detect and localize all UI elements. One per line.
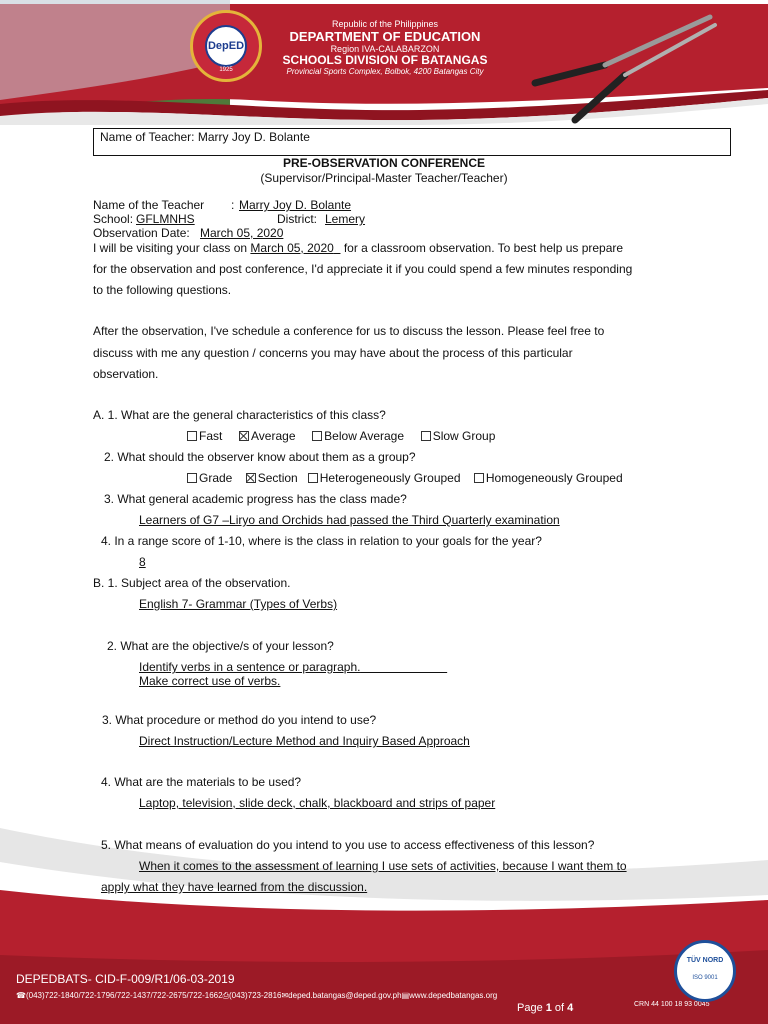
- option-slow-group: Slow Group: [432, 429, 496, 443]
- footer-email: deped.batangas@deped.gov.ph: [288, 991, 402, 1000]
- page-number: 1: [545, 1002, 552, 1014]
- crossed-swords-icon: [525, 5, 725, 125]
- page-indicator: [517, 1002, 573, 1014]
- district-value: Lemery: [325, 212, 366, 226]
- intro-line-1: [93, 241, 623, 256]
- page-total: 4: [567, 1002, 574, 1014]
- page-of: of: [551, 1002, 568, 1014]
- header-republic: Republic of the Philippines: [331, 19, 439, 29]
- answer-b2-line-1: Identify verbs in a sentence or paragraph.: [139, 660, 361, 674]
- intro-line-1-a: I will be visiting your class on: [93, 241, 251, 255]
- a1-options: [187, 429, 495, 444]
- answer-b5-line-1: When it comes to the assessment of learning I use sets of activities, because I want them to: [139, 859, 627, 873]
- question-b4: 4. What are the materials to be used?: [101, 775, 302, 789]
- district-label: District:: [277, 212, 317, 226]
- intro-line-3: to the following questions.: [93, 283, 232, 297]
- checkbox-heterogeneously-grouped[interactable]: [308, 473, 318, 483]
- option-homogeneously-grouped: Homogeneously Grouped: [485, 471, 623, 485]
- question-a1: A. 1. What are the general characteristics of this class?: [93, 408, 386, 422]
- option-fast: Fast: [199, 429, 223, 443]
- teacher-name-box-text: Name of Teacher: Marry Joy D. Bolante: [100, 130, 310, 144]
- checkbox-grade[interactable]: [187, 473, 197, 483]
- iso-certification-logo: [674, 940, 736, 1002]
- question-b1: B. 1. Subject area of the observation.: [93, 576, 291, 590]
- question-b2: 2. What are the objective/s of your lesson?: [107, 639, 334, 653]
- after-line-1: After the observation, I've schedule a conference for us to discuss the lesson. Please feel free to: [93, 324, 605, 338]
- answer-b2-line-2: Make correct use of verbs.: [139, 674, 281, 688]
- iso-top-text: TÜV NORD: [686, 957, 724, 964]
- header-department: DEPARTMENT OF EDUCATION: [289, 29, 481, 44]
- teacher-label: Name of the Teacher: [93, 198, 205, 212]
- answer-b5-line-2: apply what they have learned from the discussion.: [101, 880, 368, 894]
- after-line-2: discuss with me any question / concerns you may have about the process of this particular: [93, 346, 573, 360]
- option-below-average: Below Average: [324, 429, 405, 443]
- answer-a4: 8: [139, 555, 146, 569]
- form-title: PRE-OBSERVATION CONFERENCE: [282, 156, 486, 170]
- option-heterogeneously-grouped: Heterogeneously Grouped: [319, 471, 461, 485]
- fax-icon: ⎙: [222, 991, 229, 1000]
- checkbox-below-average[interactable]: [312, 431, 322, 441]
- page-prefix: Page: [517, 1002, 546, 1014]
- letterhead: [0, 0, 768, 125]
- question-a2: 2. What should the observer know about them as a group?: [104, 450, 416, 464]
- a2-options: [187, 471, 623, 486]
- after-line-3: observation.: [93, 367, 159, 381]
- answer-b2-line-1-wrap: [139, 660, 447, 675]
- footer-web: www.depedbatangas.org: [409, 991, 498, 1000]
- seal-year: 1925: [219, 67, 233, 73]
- date-value: March 05, 2020: [200, 226, 284, 240]
- school-value: GFLMNHS: [136, 212, 195, 226]
- answer-b3: Direct Instruction/Lecture Method and Inquiry Based Approach: [139, 734, 470, 748]
- option-average: Average: [251, 429, 296, 443]
- school-label: School:: [93, 212, 134, 226]
- checkbox-average[interactable]: [239, 431, 249, 441]
- footer-contact-line: [16, 991, 497, 1001]
- intro-date: March 05, 2020: [250, 241, 334, 255]
- web-icon: ▤: [401, 991, 410, 1000]
- seal-text: DepED: [205, 25, 247, 67]
- iso-bottom-text: ISO 9001: [692, 975, 718, 981]
- option-section: Section: [257, 471, 298, 485]
- footer-phones: ☎(043)722-1840/722-1796/722-1437/722-2675/722-1662: [16, 991, 223, 1000]
- header-division: SCHOOLS DIVISION OF BATANGAS: [282, 53, 488, 67]
- checkbox-homogeneously-grouped[interactable]: [474, 473, 484, 483]
- teacher-name-box: [93, 128, 731, 156]
- intro-line-1-b: for a classroom observation. To best help us prepare: [343, 241, 624, 255]
- teacher-value: Marry Joy D. Bolante: [239, 198, 352, 212]
- checkbox-fast[interactable]: [187, 431, 197, 441]
- option-grade: Grade: [199, 471, 233, 485]
- teacher-colon: :: [231, 198, 235, 212]
- checkbox-section[interactable]: [246, 473, 256, 483]
- answer-b4: Laptop, television, slide deck, chalk, blackboard and strips of paper: [139, 796, 496, 810]
- form-subtitle: (Supervisor/Principal-Master Teacher/Teacher): [260, 171, 508, 185]
- question-a3: 3. What general academic progress has the class made?: [104, 492, 407, 506]
- intro-line-2: for the observation and post conference, I'd appreciate it if you could spend a few minutes responding: [93, 262, 633, 276]
- answer-b1: English 7- Grammar (Types of Verbs): [139, 597, 338, 611]
- answer-a3: Learners of G7 –Liryo and Orchids had passed the Third Quarterly examination: [139, 513, 560, 527]
- mail-icon: ✉: [281, 991, 289, 1000]
- date-label: Observation Date:: [93, 226, 190, 240]
- question-a4: 4. In a range score of 1-10, where is the class in relation to your goals for the year?: [101, 534, 542, 548]
- crn-number: CRN 44 100 18 93 0045: [634, 1001, 710, 1008]
- question-b3: 3. What procedure or method do you intend to use?: [102, 713, 377, 727]
- header-address: Provincial Sports Complex, Bolbok, 4200 Batangas City: [286, 67, 484, 76]
- footer-fax: (043)723-2816: [228, 991, 282, 1000]
- checkbox-slow-group[interactable]: [421, 431, 431, 441]
- header-region: Region IVA-CALABARZON: [330, 44, 440, 54]
- question-b5: 5. What means of evaluation do you intend to you use to access effectiveness of this lesson?: [101, 838, 595, 852]
- form-code: DEPEDBATS- CID-F-009/R1/06-03-2019: [16, 972, 235, 986]
